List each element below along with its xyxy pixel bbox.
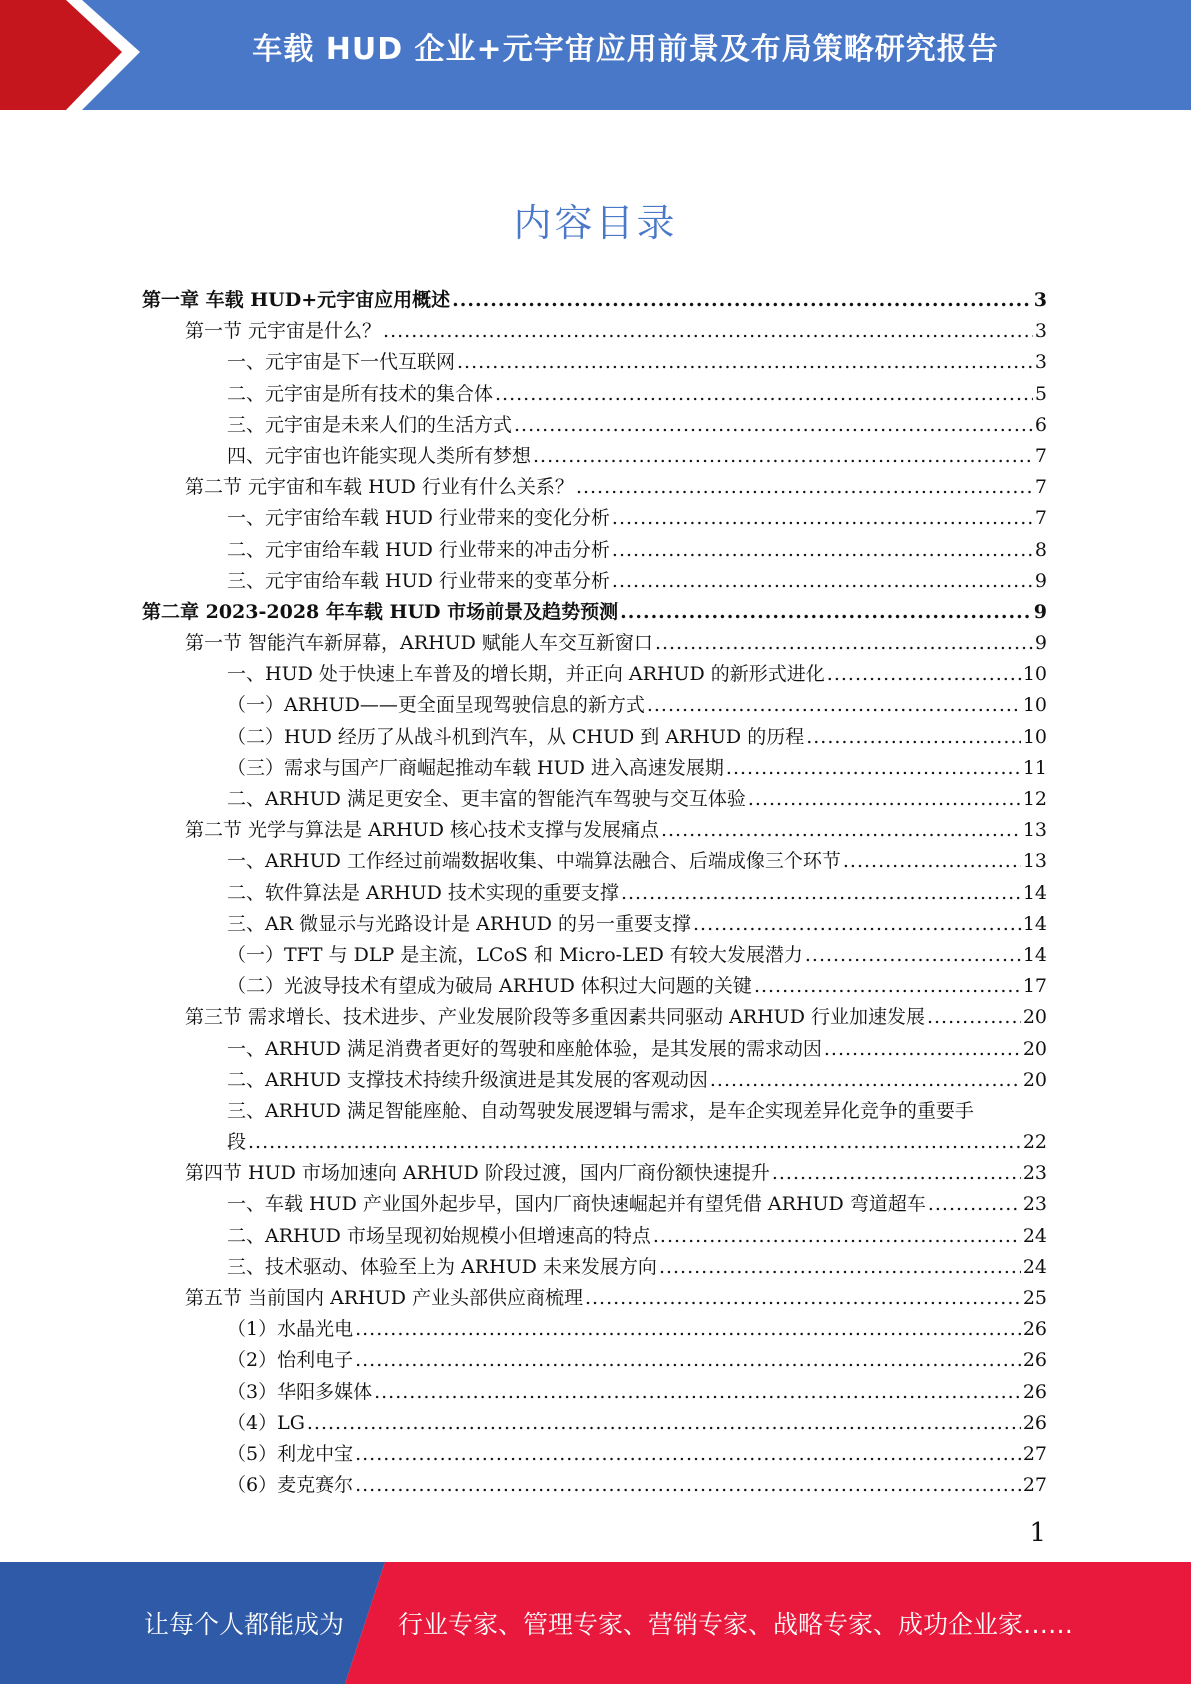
toc-entry-page: 26 [1022, 1318, 1047, 1341]
toc-entry-page: 23 [1022, 1193, 1047, 1216]
toc-leader-dots [621, 882, 1021, 904]
toc-entry-page: 3 [1033, 289, 1047, 311]
toc-entry[interactable] [142, 1439, 1047, 1470]
toc-entry-text: 第二节 元宇宙和车载 HUD 行业有什么关系？ [185, 476, 574, 499]
toc-leader-dots [805, 944, 1021, 966]
toc-entry[interactable] [142, 1345, 1047, 1376]
toc-entry-page: 6 [1034, 413, 1047, 436]
toc-entry[interactable] [142, 410, 1047, 441]
toc-entry-page: 23 [1022, 1162, 1047, 1185]
footer-slogan-right: 行业专家、管理专家、营销专家、战略专家、成功企业家…… [398, 1610, 1074, 1639]
toc-entry-text: 第五节 当前国内 ARHUD 产业头部供应商梳理 [185, 1287, 583, 1309]
toc-entry[interactable] [142, 659, 1047, 690]
toc-entry-page: 14 [1022, 943, 1047, 966]
toc-entry[interactable] [142, 1252, 1047, 1283]
toc-entry-page: 7 [1034, 476, 1047, 499]
toc-leader-dots [653, 1225, 1021, 1247]
toc-entry[interactable] [142, 1002, 1047, 1033]
toc-entry-page: 14 [1022, 881, 1047, 904]
page-number: 1 [1029, 1518, 1046, 1548]
footer-slogan-left: 让每个人都能成为 [144, 1610, 345, 1639]
toc-entry[interactable] [142, 1127, 1047, 1158]
toc-entry-text: 第一章 车载 HUD+元宇宙应用概述 [142, 289, 451, 311]
toc-leader-dots [374, 1381, 1021, 1403]
toc-entry-text: （3）华阳多媒体 [227, 1380, 373, 1403]
toc-entry-page: 13 [1022, 850, 1047, 873]
toc-entry-page: 7 [1034, 444, 1047, 467]
toc-entry-text: 二、ARHUD 满足更安全、更丰富的智能汽车驾驶与交互体验 [227, 788, 746, 810]
toc-entry[interactable] [142, 909, 1047, 940]
toc-entry-page: 9 [1033, 600, 1047, 623]
toc-entry[interactable] [142, 1470, 1047, 1501]
toc-entry[interactable] [142, 815, 1047, 846]
toc-entry-text: 二、ARHUD 市场呈现初始规模小但增速高的特点 [227, 1224, 651, 1247]
toc-leader-dots [710, 1069, 1021, 1091]
toc-entry-page: 9 [1034, 632, 1047, 655]
toc-entry-text: （三）需求与国产厂商崛起推动车载 HUD 进入高速发展期 [227, 756, 724, 779]
toc-entry-page: 20 [1022, 1006, 1047, 1029]
toc-entry-text: 二、元宇宙是所有技术的集合体 [227, 382, 494, 405]
toc-leader-dots [928, 1193, 1021, 1215]
toc-leader-dots [772, 1162, 1021, 1184]
toc-entry-text: 第二章 2023-2028 年车载 HUD 市场前景及趋势预测 [142, 600, 619, 623]
toc-entry[interactable] [142, 1096, 1047, 1127]
toc-entry-text: （5）利龙中宝 [227, 1442, 354, 1465]
toc-entry-page: 27 [1022, 1474, 1047, 1497]
toc-entry[interactable] [142, 784, 1047, 815]
toc-entry-text: （二）光波导技术有望成为破局 ARHUD 体积过大问题的关键 [227, 975, 752, 998]
toc-leader-dots [824, 1038, 1021, 1060]
toc-entry-page: 24 [1022, 1224, 1047, 1247]
toc-entry-text: 四、元宇宙也许能实现人类所有梦想 [227, 444, 532, 467]
toc-entry-page: 17 [1022, 975, 1047, 998]
toc-entry-page: 22 [1022, 1131, 1047, 1154]
toc-entry-text: 段 [227, 1131, 247, 1154]
toc-entry-page: 5 [1034, 382, 1047, 405]
toc-entry-text: 三、技术驱动、体验至上为 ARHUD 未来发展方向 [227, 1255, 657, 1278]
toc-entry-text: 三、元宇宙给车载 HUD 行业带来的变革分析 [227, 569, 610, 592]
toc-leader-dots [514, 414, 1033, 436]
toc-entry[interactable] [142, 1221, 1047, 1252]
toc-entry[interactable] [142, 628, 1047, 659]
toc-entry-text: 第二节 光学与算法是 ARHUD 核心技术支撑与发展痛点 [185, 819, 659, 842]
toc-leader-dots [307, 1412, 1021, 1434]
toc-entry[interactable] [142, 940, 1047, 971]
toc-leader-dots [355, 1318, 1021, 1340]
toc-entry-text: 二、ARHUD 支撑技术持续升级演进是其发展的客观动因 [227, 1068, 708, 1091]
toc-entry-page: 7 [1034, 507, 1047, 530]
table-of-contents [142, 285, 1047, 1501]
toc-leader-dots [576, 476, 1033, 498]
toc-leader-dots [726, 757, 1021, 779]
toc-leader-dots [927, 1006, 1021, 1028]
toc-entry-text: （6）麦克赛尔 [227, 1474, 354, 1497]
toc-entry[interactable] [142, 347, 1047, 378]
toc-leader-dots [585, 1287, 1021, 1309]
toc-entry-page: 12 [1022, 788, 1047, 810]
toc-entry-text: （4）LG [227, 1411, 305, 1434]
toc-entry-page: 11 [1022, 756, 1047, 779]
toc-entry[interactable] [142, 566, 1047, 597]
toc-entry[interactable] [142, 1377, 1047, 1408]
toc-entry-page: 26 [1022, 1411, 1047, 1434]
toc-entry-page: 20 [1022, 1037, 1047, 1060]
toc-leader-dots [827, 663, 1021, 685]
toc-entry-page: 10 [1022, 725, 1047, 748]
toc-entry-page: 10 [1022, 694, 1047, 717]
toc-entry-page: 13 [1022, 819, 1047, 842]
toc-heading: 内容目录 [513, 201, 678, 245]
toc-entry[interactable] [142, 1314, 1047, 1345]
toc-leader-dots [355, 1349, 1021, 1371]
toc-entry-page: 8 [1034, 538, 1047, 561]
toc-entry-text: 一、元宇宙给车载 HUD 行业带来的变化分析 [227, 507, 610, 530]
toc-leader-dots [248, 1131, 1021, 1153]
toc-leader-dots [452, 289, 1032, 311]
toc-entry-text: （二）HUD 经历了从战斗机到汽车，从 CHUD 到 ARHUD 的历程 [227, 725, 805, 748]
toc-leader-dots [661, 819, 1021, 841]
toc-entry-page: 3 [1034, 351, 1047, 374]
toc-entry-text: 一、元宇宙是下一代互联网 [227, 351, 456, 374]
toc-leader-dots [533, 445, 1033, 467]
toc-entry[interactable] [142, 846, 1047, 877]
toc-entry-text: 三、元宇宙是未来人们的生活方式 [227, 413, 513, 436]
toc-entry[interactable] [142, 597, 1047, 628]
toc-entry[interactable] [142, 971, 1047, 1002]
toc-leader-dots [659, 1256, 1021, 1278]
page-header [0, 0, 1191, 110]
toc-leader-dots [383, 320, 1033, 342]
toc-leader-dots [748, 788, 1021, 810]
toc-leader-dots [612, 539, 1033, 561]
toc-entry-text: 一、HUD 处于快速上车普及的增长期，并正向 ARHUD 的新形式进化 [227, 663, 825, 686]
toc-leader-dots [754, 975, 1021, 997]
toc-entry-text: 第三节 需求增长、技术进步、产业发展阶段等多重因素共同驱动 ARHUD 行业加速发展 [185, 1006, 925, 1029]
toc-entry[interactable] [142, 503, 1047, 534]
toc-leader-dots [655, 632, 1033, 654]
toc-entry[interactable] [142, 1065, 1047, 1096]
toc-entry-page: 20 [1022, 1068, 1047, 1091]
toc-entry-page: 14 [1022, 912, 1047, 935]
toc-entry[interactable] [142, 1283, 1047, 1314]
toc-entry-text: （2）怡利电子 [227, 1349, 354, 1372]
toc-entry-text: 一、ARHUD 工作经过前端数据收集、中端算法融合、后端成像三个环节 [227, 850, 841, 873]
toc-entry[interactable] [142, 722, 1047, 753]
toc-leader-dots [806, 726, 1021, 748]
toc-leader-dots [620, 601, 1032, 623]
toc-entry[interactable] [142, 441, 1047, 472]
toc-entry-text: 第一节 元宇宙是什么？ [185, 320, 382, 343]
toc-entry-text: （一）ARHUD——更全面呈现驾驶信息的新方式 [227, 694, 645, 717]
toc-entry-text: 三、AR 微显示与光路设计是 ARHUD 的另一重要支撑 [227, 912, 691, 935]
toc-entry-text: 三、ARHUD 满足智能座舱、自动驾驶发展逻辑与需求，是车企实现差异化竞争的重要手 [227, 1099, 974, 1122]
toc-entry[interactable] [142, 379, 1047, 410]
toc-entry[interactable] [142, 1189, 1047, 1220]
toc-entry-text: 一、ARHUD 满足消费者更好的驾驶和座舱体验，是其发展的需求动因 [227, 1037, 822, 1060]
toc-entry-text: 二、元宇宙给车载 HUD 行业带来的冲击分析 [227, 538, 610, 561]
toc-leader-dots [693, 913, 1021, 935]
toc-entry[interactable] [142, 753, 1047, 784]
toc-leader-dots [495, 383, 1033, 405]
toc-entry[interactable] [142, 316, 1047, 347]
toc-entry-page: 26 [1022, 1380, 1047, 1403]
toc-entry[interactable] [142, 1408, 1047, 1439]
toc-entry-page: 9 [1034, 569, 1047, 592]
report-title: 车载 HUD 企业+元宇宙应用前景及布局策略研究报告 [252, 32, 999, 67]
toc-entry[interactable] [142, 1034, 1047, 1065]
toc-entry-page: 26 [1022, 1349, 1047, 1372]
toc-entry[interactable] [142, 285, 1047, 316]
toc-leader-dots [647, 694, 1021, 716]
toc-leader-dots [457, 351, 1033, 373]
toc-entry-text: 二、软件算法是 ARHUD 技术实现的重要支撑 [227, 881, 619, 904]
toc-entry[interactable] [142, 1158, 1047, 1189]
toc-entry-text: 一、车载 HUD 产业国外起步早，国内厂商快速崛起并有望凭借 ARHUD 弯道超车 [227, 1193, 926, 1216]
toc-entry-page: 24 [1022, 1255, 1047, 1278]
toc-leader-dots [355, 1443, 1021, 1465]
toc-entry[interactable] [142, 535, 1047, 566]
toc-entry-text: 第四节 HUD 市场加速向 ARHUD 阶段过渡，国内厂商份额快速提升 [185, 1162, 770, 1185]
toc-entry[interactable] [142, 690, 1047, 721]
toc-entry-text: （一）TFT 与 DLP 是主流，LCoS 和 Micro-LED 有较大发展潜力 [227, 943, 803, 966]
toc-leader-dots [612, 570, 1033, 592]
toc-entry-page: 25 [1022, 1287, 1047, 1309]
toc-entry-page: 10 [1022, 663, 1047, 686]
toc-entry-page: 3 [1034, 320, 1047, 343]
toc-leader-dots [355, 1474, 1021, 1496]
toc-leader-dots [843, 850, 1021, 872]
toc-entry-page: 27 [1022, 1442, 1047, 1465]
toc-entry-text: （1）水晶光电 [227, 1318, 354, 1341]
toc-leader-dots [612, 507, 1033, 529]
toc-entry[interactable] [142, 878, 1047, 909]
toc-entry-text: 第一节 智能汽车新屏幕，ARHUD 赋能人车交互新窗口 [185, 632, 653, 655]
toc-entry[interactable] [142, 472, 1047, 503]
